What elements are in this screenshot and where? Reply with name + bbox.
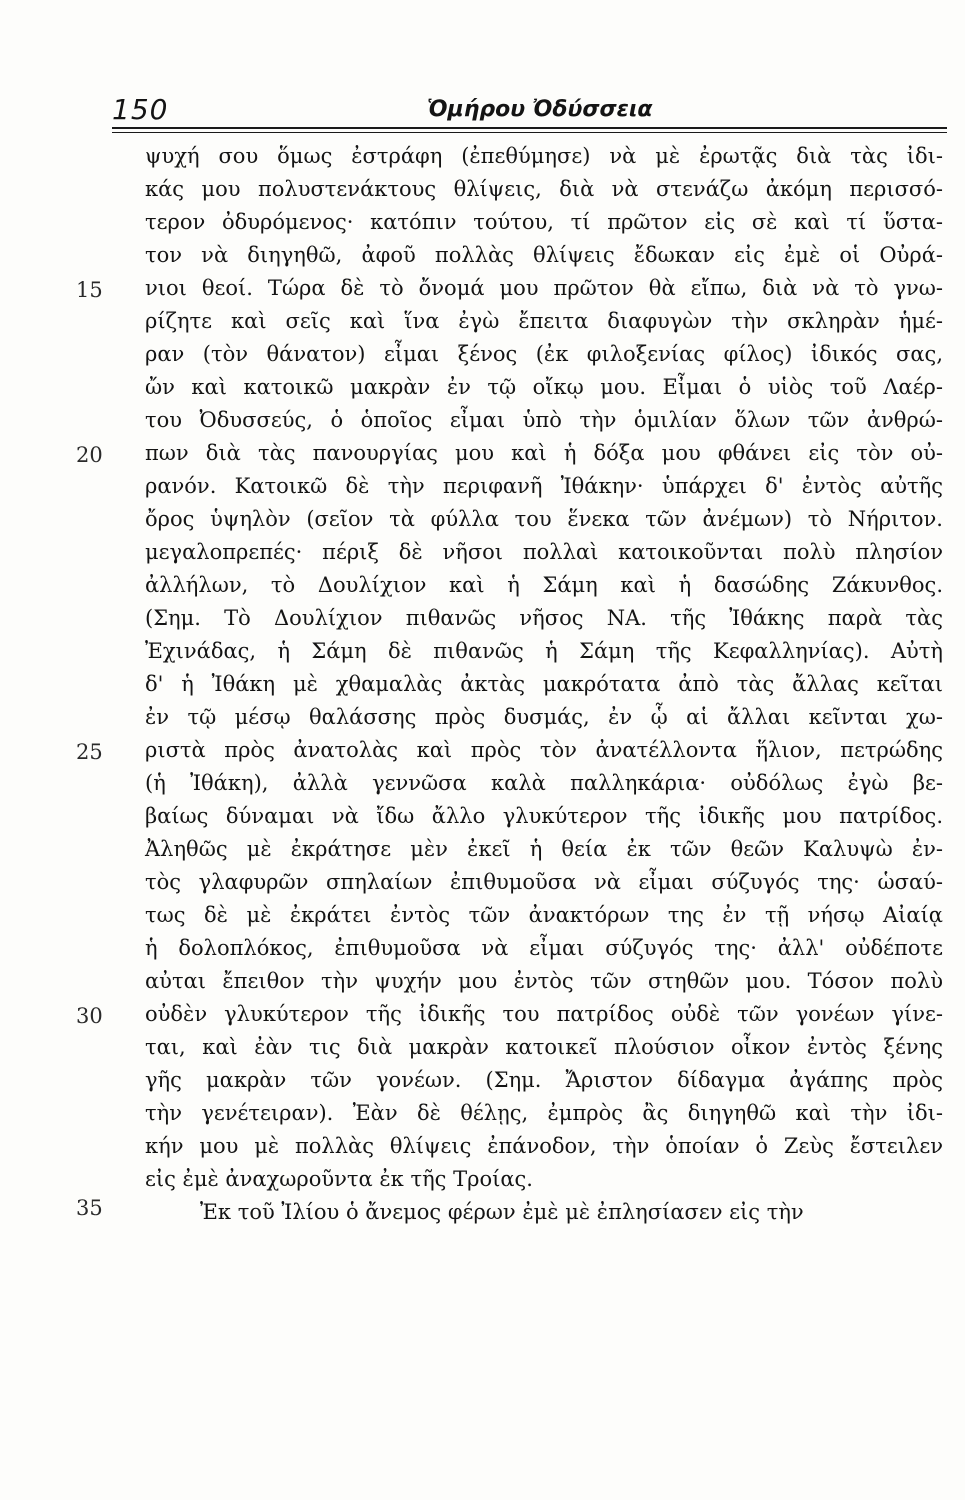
line-number: 15	[76, 278, 103, 302]
line-number: 25	[76, 740, 103, 764]
text-line: ἐν τῷ μέσῳ θαλάσσης πρὸς δυσμάς, ἐν ᾧ αἱ ἄλλαι κεῖνται χω-	[145, 705, 943, 729]
text-line: τον νὰ διηγηθῶ, ἀφοῦ πολλὰς θλίψεις ἔδωκαν εἰς ἐμὲ οἱ Οὐρά-	[145, 243, 943, 267]
text-line: ὄρος ὑψηλὸν (σεῖον τὰ φύλλα του ἕνεκα τῶν ἀνέμων) τὸ Νήριτον.	[145, 507, 943, 531]
text-line: μεγαλοπρεπές· πέριξ δὲ νῆσοι πολλαὶ κατοικοῦνται πολὺ πλησίον	[145, 540, 943, 564]
text-line: γῆς μακρὰν τῶν γονέων. (Σημ. Ἄριστον δίδαγμα ἀγάπης πρὸς	[145, 1068, 943, 1092]
header-rule-secondary	[112, 132, 947, 133]
text-line: τερον ὀδυρόμενος· κατόπιν τούτου, τί πρῶτον εἰς σὲ καὶ τί ὕστα-	[145, 210, 943, 234]
header-rule	[112, 127, 947, 129]
text-line: ἡ δολοπλόκος, ἐπιθυμοῦσα νὰ εἶμαι σύζυγός της· ἀλλ' οὐδέποτε	[145, 936, 943, 960]
text-line: Ἐχινάδας, ἡ Σάμη δὲ πιθανῶς ἡ Σάμη τῆς Κεφαλληνίας). Αὐτὴ	[145, 639, 943, 663]
text-line: ὤν καὶ κατοικῶ μακρὰν ἐν τῷ οἴκῳ μου. Εἶμαι ὁ υἱὸς τοῦ Λαέρ-	[145, 375, 943, 399]
text-line: ραν (τὸν θάνατον) εἶμαι ξένος (ἐκ φιλοξενίας φίλος) ἰδικός σας,	[145, 342, 943, 366]
text-line: βαίως δύναμαι νὰ ἴδω ἄλλο γλυκύτερον τῆς ἰδικῆς μου πατρίδος.	[145, 804, 943, 828]
text-line: ται, καὶ ἐὰν τις διὰ μακρὰν κατοικεῖ πλούσιον οἶκον ἐντὸς ξένης	[145, 1035, 943, 1059]
line-number: 30	[76, 1004, 103, 1028]
text-line: ψυχή σου ὅμως ἐστράφη (ἐπεθύμησε) νὰ μὲ ἐρωτᾷς διὰ τὰς ἰδι-	[145, 144, 943, 168]
text-line: (ἡ Ἰθάκη), ἀλλὰ γεννῶσα καλὰ παλληκάρια· οὐδόλως ἐγὼ βε-	[145, 771, 943, 795]
text-line: κήν μου μὲ πολλὰς θλίψεις ἐπάνοδον, τὴν ὁποίαν ὁ Ζεὺς ἔστειλεν	[145, 1134, 943, 1158]
text-line: οὐδὲν γλυκύτερον τῆς ἰδικῆς του πατρίδος οὐδὲ τῶν γονέων γίνε-	[145, 1002, 943, 1026]
text-line: ρίζητε καὶ σεῖς καὶ ἵνα ἐγὼ ἔπειτα διαφυγὼν τὴν σκληρὰν ἡμέ-	[145, 309, 943, 333]
text-line: τὴν γενέτειραν). Ἐὰν δὲ θέλῃς, ἐμπρὸς ἂς διηγηθῶ καὶ τὴν ἰδι-	[145, 1101, 943, 1125]
text-line: πων διὰ τὰς πανουργίας μου καὶ ἡ δόξα μου φθάνει εἰς τὸν οὐ-	[145, 441, 943, 465]
page-number: 150	[112, 93, 169, 126]
text-line: του Ὀδυσσεύς, ὁ ὁποῖος εἶμαι ὑπὸ τὴν ὁμιλίαν ὅλων τῶν ἀνθρώ-	[145, 408, 943, 432]
line-number: 35	[76, 1196, 103, 1220]
line-number: 20	[76, 443, 103, 467]
text-line: εἰς ἐμὲ ἀναχωροῦντα ἐκ τῆς Τροίας.	[145, 1167, 533, 1191]
text-line: κάς μου πολυστενάκτους θλίψεις, διὰ νὰ στενάζω ἀκόμη περισσό-	[145, 177, 943, 201]
text-line: τως δὲ μὲ ἐκράτει ἐντὸς τῶν ἀνακτόρων της ἐν τῇ νήσῳ Αἰαίᾳ	[145, 903, 943, 927]
text-line: ἀλλήλων, τὸ Δουλίχιον καὶ ἡ Σάμη καὶ ἡ δασώδης Ζάκυνθος.	[145, 573, 943, 597]
text-line: ρανόν. Κατοικῶ δὲ τὴν περιφανῆ Ἰθάκην· ὑπάρχει δ' ἐντὸς αὐτῆς	[145, 474, 943, 498]
text-line: ριστὰ πρὸς ἀνατολὰς καὶ πρὸς τὸν ἀνατέλλοντα ἥλιον, πετρώδης	[145, 738, 943, 762]
text-line: νιοι θεοί. Τώρα δὲ τὸ ὄνομά μου πρῶτον θὰ εἴπω, διὰ νὰ τὸ γνω-	[145, 276, 943, 300]
text-line: αὐται ἔπειθον τὴν ψυχήν μου ἐντὸς τῶν στηθῶν μου. Τόσον πολὺ	[145, 969, 943, 993]
running-title: Ὁμήρου Ὀδύσσεια	[427, 97, 653, 122]
text-line: δ' ἡ Ἰθάκη μὲ χθαμαλὰς ἀκτὰς μακρότατα ἀπὸ τὰς ἄλλας κεῖται	[145, 672, 943, 696]
text-line: τὸς γλαφυρῶν σπηλαίων ἐπιθυμοῦσα νὰ εἶμαι σύζυγός της· ὡσαύ-	[145, 870, 943, 894]
text-line: Ἀληθῶς μὲ ἐκράτησε μὲν ἐκεῖ ἡ θεία ἐκ τῶν θεῶν Καλυψὼ ἐν-	[145, 837, 943, 861]
paragraph-first-line: Ἐκ τοῦ Ἰλίου ὁ ἄνεμος φέρων ἐμὲ μὲ ἐπλησίασεν εἰς τὴν	[200, 1200, 804, 1224]
text-line: (Σημ. Τὸ Δουλίχιον πιθανῶς νῆσος ΝΑ. τῆς Ἰθάκης παρὰ τὰς	[145, 606, 943, 630]
page-header	[112, 92, 942, 132]
